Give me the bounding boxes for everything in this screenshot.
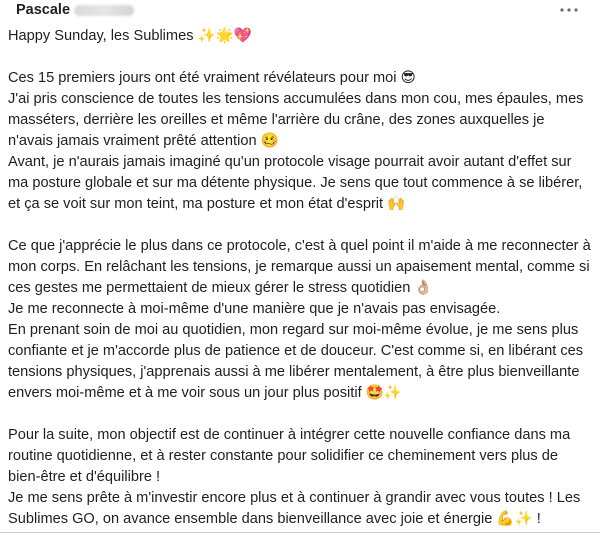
more-horizontal-icon[interactable] xyxy=(558,2,580,18)
post-body xyxy=(8,26,592,530)
paragraph-line: Je me reconnecte à moi-même d'une manière que je n'avais pas envisagée. xyxy=(8,301,501,317)
author-name[interactable] xyxy=(16,2,134,18)
paragraph-line: Avant, je n'aurais jamais imaginé qu'un protocole visage pourrait avoir autant d'effet sur ma posture globale et sur ma détente physique. Je sens que tout commence à se libérer, et ça se voit sur mon teint, ma posture et mon état d'esprit 🙌 xyxy=(8,154,583,212)
redacted-surname xyxy=(74,5,134,16)
paragraph-line: Ce que j'apprécie le plus dans ce protocole, c'est à quel point il m'aide à me reconnecter à mon corps. En relâchant les tensions, je remarque aussi un apaisement mental, comme si ces gestes me permettaient de mieux gérer le stress quotidien 👌🏼 xyxy=(8,238,591,296)
paragraph-line: Ces 15 premiers jours ont été vraiment révélateurs pour moi 😎 xyxy=(8,70,416,86)
paragraph-line: J'ai pris conscience de toutes les tensions accumulées dans mon cou, mes épaules, mes masséters, derrière les oreilles et même l'arrière du crâne, des zones auxquelles je n'avais jamais vraiment prêté attention 🥴 xyxy=(8,91,584,149)
spacer xyxy=(8,404,592,425)
post-header xyxy=(8,0,592,22)
paragraph-line: Pour la suite, mon objectif est de continuer à intégrer cette nouvelle confiance dans ma routine quotidienne, et à rester constante pour solidifier ce cheminement vers plus de bien-être et d'équilibre ! xyxy=(8,427,571,485)
paragraph-line: En prenant soin de moi au quotidien, mon regard sur moi-même évolue, je me sens plus confiante et je m'accorde plus de patience et de douceur. C'est comme si, en libérant ces tensions physiques, j'apprenais aussi à me libérer mentalement, à être plus bienveillante envers moi-même et à me voir sous un jour plus positif 🤩✨ xyxy=(8,322,584,401)
greeting-line: Happy Sunday, les Sublimes ✨🌟💖 xyxy=(8,28,253,44)
spacer xyxy=(8,215,592,236)
author-name-text[interactable]: Pascale xyxy=(16,2,71,18)
spacer xyxy=(8,47,592,68)
paragraph-line: Je me sens prête à m'investir encore plus et à continuer à grandir avec vous toutes ! Les Sublimes GO, on avance ensemble dans bienveillance avec joie et énergie 💪✨ ! xyxy=(8,490,581,527)
